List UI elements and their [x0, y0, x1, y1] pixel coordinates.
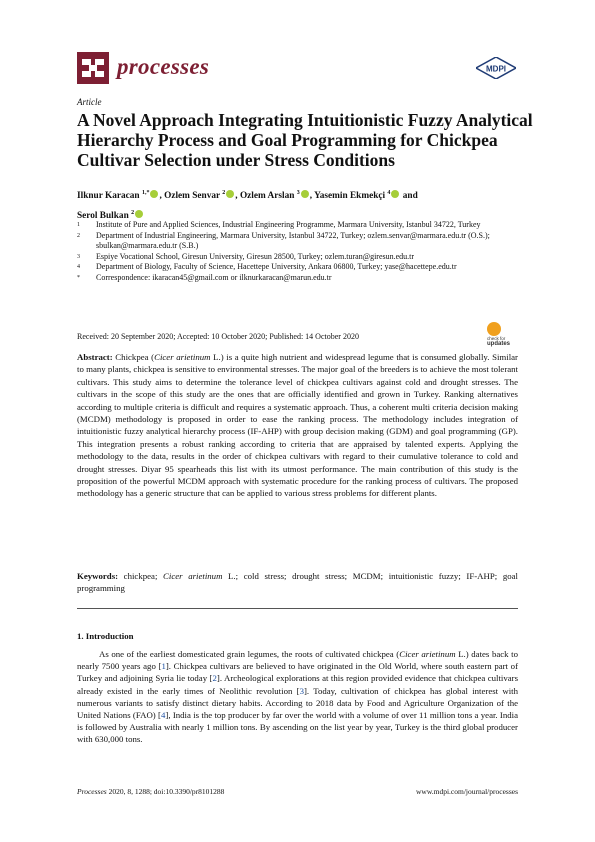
- affiliation-item: [77, 273, 527, 284]
- article-title: A Novel Approach Integrating Intuitionistic Fuzzy Analytical Hierarchy Process and Goal Programming for Chickpea Cultivar Selection under Stress Conditions: [77, 110, 533, 170]
- citation-link[interactable]: 3: [299, 685, 304, 696]
- affiliation-item: [77, 220, 527, 231]
- author-name: Ilknur Karacan: [77, 191, 140, 202]
- citation-link[interactable]: 4: [160, 710, 166, 721]
- author-name: Ozlem Arslan: [239, 191, 295, 202]
- affiliation-text: Correspondence: ikaracan45@gmail.com or ilknurkaracan@marun.edu.tr: [96, 272, 332, 282]
- author-conjunction: and: [402, 191, 418, 202]
- check-updates-line2: updates: [487, 341, 511, 347]
- introduction-paragraph: [77, 648, 518, 746]
- footer-url[interactable]: www.mdpi.com/journal/processes: [416, 787, 518, 796]
- keywords-label: Keywords:: [77, 571, 119, 581]
- author-name: Ozlem Senvar: [164, 191, 220, 202]
- affiliation-text: Institute of Pure and Applied Sciences, Industrial Engineering Programme, Marmara University, Istanbul 34722, Turkey: [96, 220, 481, 229]
- body-text: ]. Chickpea cultivars are believed to have originated in the Old World, where south eastern part of Turkey and adjoining Syria lie today [: [77, 661, 518, 684]
- body-text: As one of the earliest domesticated grain legumes, the roots of cultivated chickpea (: [99, 649, 400, 659]
- abstract-text: L.) is a quite high nutrient and widespread legume that is consumed globally. Similar to many plants, chickpea is sensitive to environmental stresses. The major goal of the breeders is to achieve the most tolerant cultivars. This study aims to determine the tolerance level of chickpea cultivars against cold and drought stresses. The cultivars in the scope of this study are the ones that are officially identified and grown in Turkey. Ranking alternatives according to multiple criteria is difficult and requires a systematic approach. Thus, a coherent multi criteria decision making (MCDM) methodology is proposed in order to ease the ranking process. The methodology includes integration of intuitionistic fuzzy analytical hierarchy process (IF-AHP) with group decision making (GDM) and goal programming (GP). This integration presents a robust ranking according to criteria that are appraised by talented experts. Applying the methodology to the data, results in the order of chickpea cultivars with regard to their cumulative tolerance to cold and drought stresses. Diyar 95 spearheads this list with its utmost performance. The main contribution of this study is the proposition of the powerful MCDM approach with systematic procedure for the ranking process of cultivars. The proposed methodology has a generic structure that can be applied to various stress problems for different plants.: [77, 352, 518, 499]
- abstract-text: Chickpea (: [112, 352, 155, 362]
- orcid-icon[interactable]: [226, 190, 234, 198]
- orcid-icon[interactable]: [391, 190, 399, 198]
- svg-text:MDPI: MDPI: [486, 64, 506, 74]
- affiliation-item: [77, 262, 527, 273]
- author-sup: 3: [296, 190, 300, 196]
- section-heading: 1. Introduction: [77, 631, 134, 641]
- affiliation-text: Department of Biology, Faculty of Science, Hacettepe University, Ankara 06800, Turkey; yase@hacettepe.edu.tr: [96, 262, 457, 271]
- body-text: L.) dates back to nearly 7500 years ago [: [77, 649, 518, 672]
- affiliation-number: 3: [77, 253, 80, 260]
- check-updates-line1: check for: [487, 336, 506, 341]
- abstract: [77, 351, 518, 500]
- footer-journal: Processes: [77, 787, 107, 796]
- citation-link[interactable]: 2: [212, 673, 217, 684]
- author-sup: 2: [222, 190, 226, 196]
- author-sup: 4: [387, 190, 391, 196]
- body-text: ]. Archeological explorations at this region provided evidence that chickpea cultivars already existed in the early times of Neolithic revolution [: [77, 673, 518, 696]
- author-name: Yasemin Ekmekçi: [314, 191, 386, 202]
- affiliation-number: 1: [77, 222, 80, 228]
- footer-doi: 2020, 8, 1288; doi:10.3390/pr8101288: [106, 787, 225, 796]
- affiliation-item: [77, 252, 527, 263]
- journal-logo-icon: [77, 52, 109, 84]
- check-updates-icon: [487, 322, 501, 336]
- species-name: Cicer arietinum: [163, 571, 223, 581]
- affiliations: [77, 220, 527, 283]
- mdpi-logo-icon: [476, 57, 516, 79]
- article-type: Article: [77, 97, 102, 107]
- journal-name: processes: [117, 54, 210, 79]
- affiliation-item: [77, 231, 527, 252]
- footer-citation: [77, 787, 224, 796]
- author-sup: 1,*: [141, 190, 150, 196]
- affiliation-text: Department of Industrial Engineering, Marmara University, Istanbul 34722, Turkey; ozlem.senvar@marmara.edu.tr (O.S.); sbulkan@marmara.edu.tr (S.B.): [96, 230, 490, 250]
- keywords-text: L.; cold stress; drought stress; MCDM; intuitionistic fuzzy; IF-AHP; goal programming: [77, 571, 518, 594]
- author-name: Serol Bulkan: [77, 211, 129, 222]
- abstract-label: Abstract:: [77, 352, 113, 362]
- body-text: ]. Today, cultivation of chickpea has global interest with numerous variants to satisfy distinct dietary habits. According to 2018 data by Food and Agriculture Organization of the United Nations (FAO) [: [77, 685, 518, 721]
- affiliation-number: *: [77, 274, 80, 281]
- species-name: Cicer arietinum: [399, 649, 456, 659]
- orcid-icon[interactable]: [135, 210, 143, 218]
- check-for-updates-button[interactable]: [487, 322, 519, 346]
- section-divider: [77, 608, 518, 609]
- species-name: Cicer arietinum: [154, 352, 211, 362]
- orcid-icon[interactable]: [301, 190, 309, 198]
- citation-link[interactable]: 1: [161, 661, 166, 672]
- orcid-icon[interactable]: [150, 190, 158, 198]
- affiliation-text: Espiye Vocational School, Giresun University, Giresun 28500, Turkey; ozlem.turan@giresun.edu.tr: [96, 251, 415, 261]
- body-text: ], India is the top producer by far over the world with a volume of over 11 million tons a year. India is followed by Australia with nearly 1 million tons. By ascending on the list year by year, Turkey is the third global producer with 630,000 tons.: [77, 710, 519, 745]
- publication-dates: Received: 20 September 2020; Accepted: 10 October 2020; Published: 14 October 2020: [77, 332, 359, 341]
- author-sup: 2: [131, 210, 135, 217]
- author-list: Ilknur Karacan $^{1,*}$ , Ozlem Senvar $^2$ , Ozlem Arslan $^3$ , Yasemin Ekmekçi $^4$ and Serol Bulkan $^2$: [77, 190, 418, 222]
- keywords-text: chickpea;: [118, 571, 164, 581]
- affiliation-number: 4: [77, 264, 80, 270]
- keywords: [77, 570, 518, 595]
- affiliation-number: 2: [77, 232, 80, 239]
